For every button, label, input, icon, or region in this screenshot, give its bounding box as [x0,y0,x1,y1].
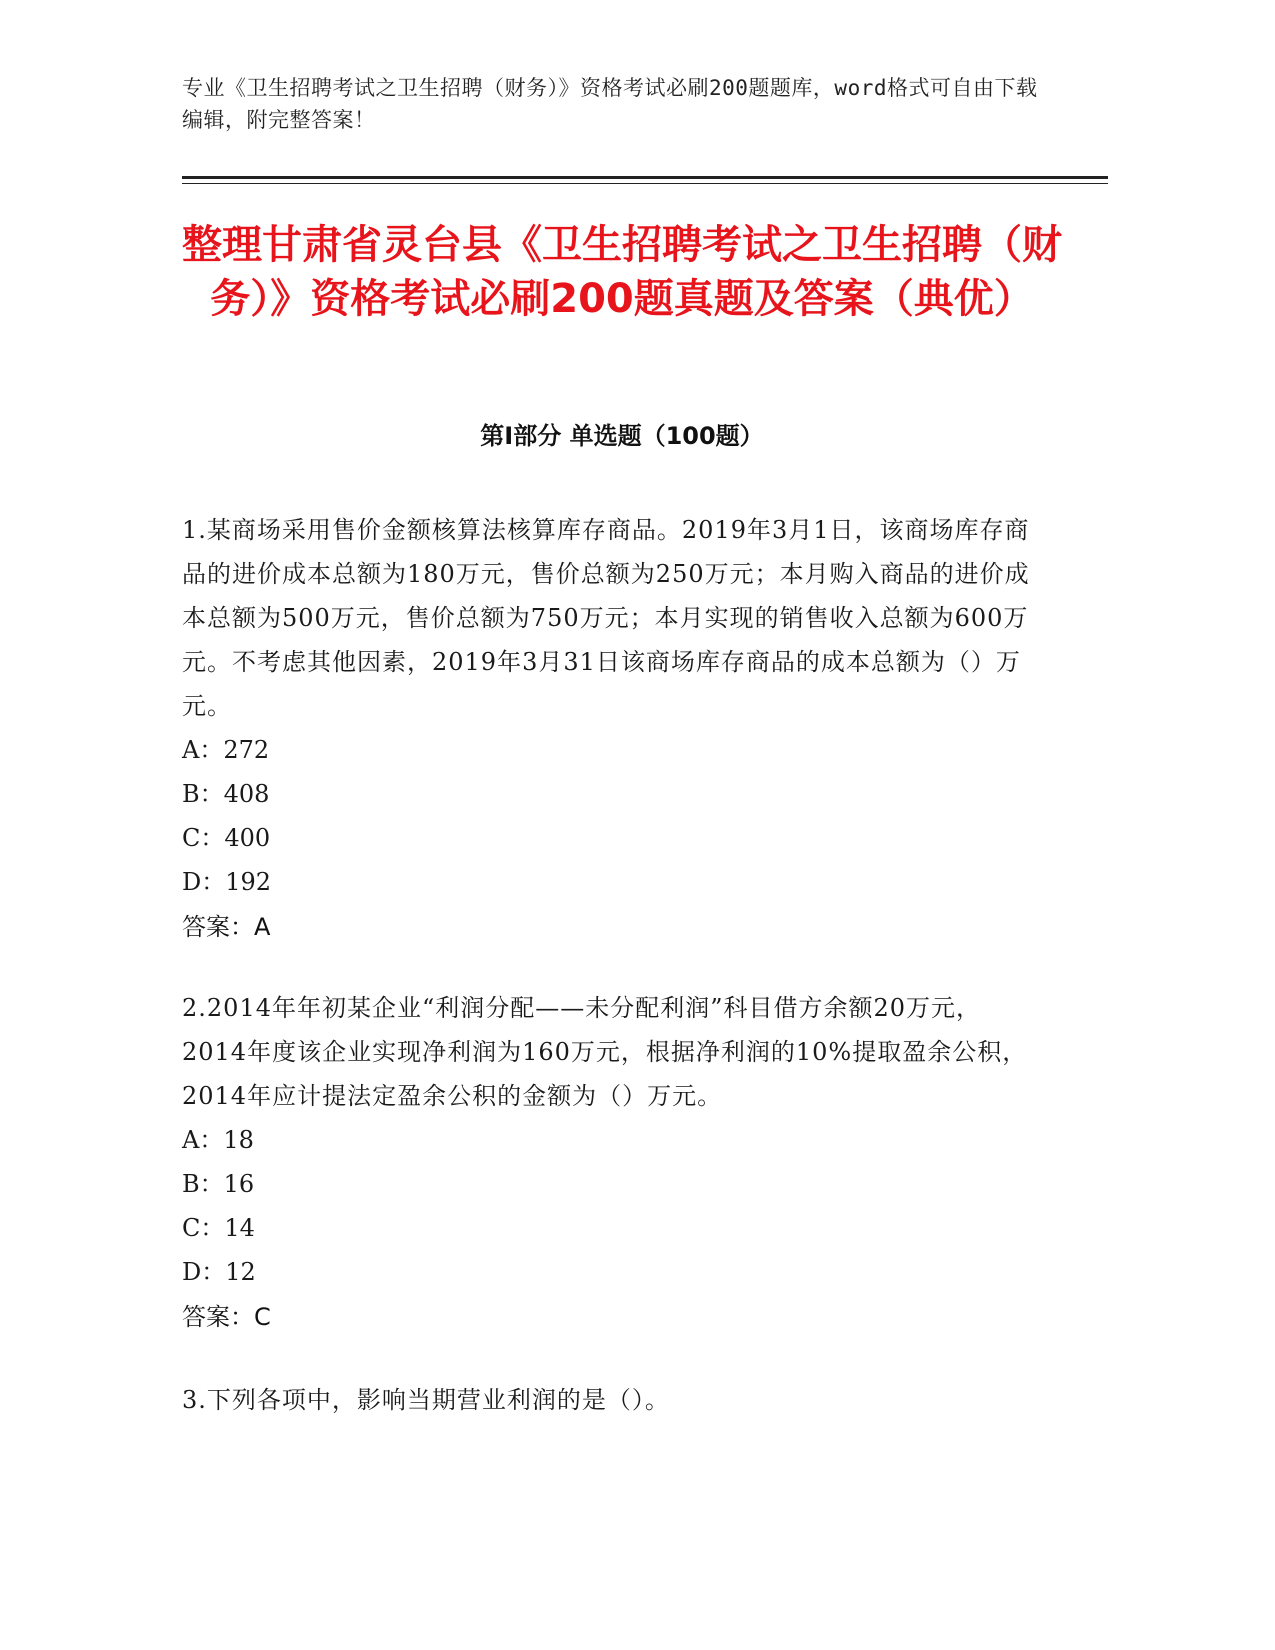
header-divider-thick [182,176,1108,179]
document-title: 整理甘肃省灵台县《卫生招聘考试之卫生招聘（财务）》资格考试必刷200题真题及答案（典优） [182,222,1062,322]
option-d: D：192 [182,868,272,896]
option-b: B：16 [182,1170,255,1198]
option-a: A：18 [182,1126,254,1154]
section-title: 第Ⅰ部分 单选题（100题） [480,422,764,450]
question-stem: 1.某商场采用售价金额核算法核算库存商品。2019年3月1日，该商场库存商品的进价成本总额为180万元，售价总额为250万元；本月购入商品的进价成本总额为500万元，售价总额为750万元；本月实现的销售收入总额为600万元。不考虑其他因素，2019年3月31日该商场库存商品的成本总额为（）万元。 [182,516,1030,720]
question-stem: 2.2014年年初某企业“利润分配——未分配利润”科目借方余额20万元，2014年度该企业实现净利润为160万元，根据净利润的10%提取盈余公积，2014年应计提法定盈余公积的金额为（）万元。 [182,994,1028,1110]
question-2 [182,986,1042,1338]
question-3 [182,1378,1042,1422]
option-c: C：14 [182,1214,255,1242]
header-note: 专业《卫生招聘考试之卫生招聘（财务）》资格考试必刷200题题库，word格式可自由下载编辑，附完整答案！ [182,76,1038,132]
header-divider-thin [182,183,1108,184]
answer-label: 答案：A [182,913,271,941]
option-c: C：400 [182,824,271,852]
option-b: B：408 [182,780,270,808]
question-stem: 3.下列各项中，影响当期营业利润的是（）。 [182,1386,670,1414]
question-1 [182,508,1042,948]
answer-label: 答案：C [182,1303,271,1331]
option-a: A：272 [182,736,270,764]
option-d: D：12 [182,1258,256,1286]
